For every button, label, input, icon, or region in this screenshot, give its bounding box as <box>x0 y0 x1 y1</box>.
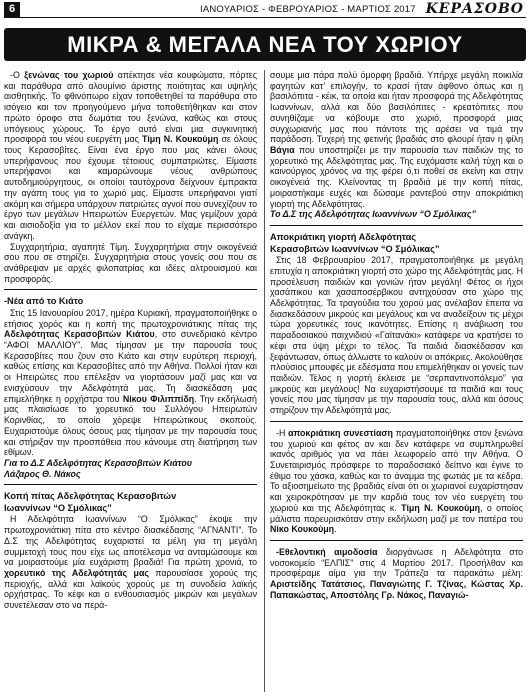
article-body: Στις 15 Ιανουαρίου 2017, ημέρα Κυριακή, πραγματοποιήθηκε ο ετήσιος χορός και η κοπή της πρωτοχρονιάτικης πίτας της Αδελφότητας Κερασοβιτών Κιάτου, στο συνεδριακό κέντρο “ΑΦΟΙ ΜΑΛΛΙΟΥ”. Μας τίμησαν με την παρουσία τους Κερασοβίτες που ζουν στο Κιάτο και στην ευρύτερη περιοχή, καθώς επίσης και Κερασοβίτες από την Αθήνα. Πολλοί ήταν και οι Ηπειρώτες που επέλεξαν να γιορτάσουν μαζί μας και να ενισχύσουν την Αδελφότητά μας. Τη διασκέδαση μας επιμελήθηκε η ορχήστρα του Νίκου Φιλιππίδη. Την εκδήλωσή μας πλαισίωσε το χορευτικό του Συλλόγου Ηπειρωτών Κορινθίας, το οποίο χόρεψε Ηπειρώτικους σκοπούς. Ευχαριστούμε όλους όσους μας τίμησαν με την παρουσία τους και στήριξαν την προσπάθεια που κάνουμε στη διατήρηση των εθίμων. <box>4 307 257 458</box>
section-title: ΜΙΚΡΑ & ΜΕΓΑΛΑ ΝΕΑ ΤΟΥ ΧΩΡΙΟΥ <box>67 31 463 57</box>
article-kiato <box>4 296 257 479</box>
issue-date: ΙΑΝΟΥΑΡΙΟΣ - ΦΕΒΡΟΥΑΡΙΟΣ - ΜΑΡΤΙΟΣ 2017 <box>200 4 416 15</box>
article-carnival <box>270 232 523 416</box>
article-guesthouse <box>4 70 257 284</box>
article-body: Η Αδελφότητα Ιωαννίνων “Ο Σμόλικας” έκοψε την πρωτοχρονιάτικη πίτα στο κέντρο διασκέδασης “ΑΓΝΑΝΤΙ”. Το Δ.Σ της Αδελφότητας ευχαριστεί τα μέλη για τη μεγάλη συμμετοχή τους που είχε ως αποτέλεσμα να ανταμώσουμε και να μοιραστούμε μία ευχάριστη βραδιά! Για πρώτη χρονιά, το χορευτικό της Αδελφότητάς μας παρουσίασε χορούς της περιοχής, αλλά και λαϊκούς χορούς με τη συνοδεία λαϊκής ορχήστρας. Το κέφι και ο ενθουσιασμός μικρών και μεγάλων συνετέλεσαν στο να περά- <box>4 514 257 611</box>
article-separator <box>4 484 257 485</box>
page-number: 6 <box>4 2 20 17</box>
article-body: -Ο ξενώνας του χωριού απέκτησε νέα κουφώματα, πόρτες και παράθυρα από αλουμίνιο άριστης ποιότητας και υψηλής αισθητικής. Το φθινόπωρο είχαν τοποθετηθεί τα παράθυρα στο ισόγειο και τον προηγούμενο μήνα τοποθετήθηκαν και στον πρώτο όροφο στα δωμάτια του ξενώνα, καθώς και στους υπόγειους χώρους. Το έργο αυτό είναι μια συγκινητική προσφορά του νέου ευεργέτη μας Τίμη Ν. Κουκούμη σε όλους τους Κερασοβίτες. Είναι ένα έργο που μας κάνει όλους υπερήφανους που έχουμε τέτοιους συμπατριώτες. Είμαστε υπερήφανοι και καμαρώνουμε νέους ανθρώπους αυτοδημιούργητους, οι οποίοι ταυτόχρονα δείχνουν έμπρακτα την αγάπη τους για το χωριό μας. Είμαστε υπερήφανοι γιατί ακόμη και σήμερα υπάρχουν πατριώτες αγνοί που συνεχίζουν το έργο των μεγάλων Ηπειρωτών Ευεργετών. Μας γεμίζουν χαρά και αισιοδοξία για το μέλλον εκεί που το είχαμε περισσότερο ανάγκη. <box>4 70 258 241</box>
article-body: Στις 18 Φεβρουαρίου 2017, πραγματοποιήθηκε με μεγάλη επιτυχία η αποκριάτικη γιορτή στο χώρο της Αδελφότητάς μας. Η προσέλευση παιδιών και γονιών ήταν μεγάλη! Φέτος οι ήχοι χασάπικου και χασαποσέρβικου αντηχούσαν στο χώρο της Αδελφότητας. Τα τραγούδια του χορού μας ανέλαβαν έπειτα να διασκεδάσουν μικρούς και μεγάλους και να αναδείξουν τις μέχρι τώρα χορευτικές τους ικανότητες. Επίσης η ανάβιωση του παραδοσιακού παιχνιδιού «Γαϊτανάκι» κατάφερε να κρατήσει το κέφι στα ύψη μέχρι το τέλος. Τα παιδιά διασκέδασαν και ξεφάντωσαν, όπως άλλωστε το καλούν οι απόκριες. Ακολούθησε πλούσιος μπουφές με εδέσματα που επιμελήθηκαν οι γονείς των παιδιών. Τέλος η γιορτή έκλεισε με “σερπαντινοπόλεμο” για μικρούς και μεγάλους! Να ευχαριστήσουμε τα παιδιά και τους γονείς που μας τίμησαν με την παρουσία τους, αλλά και όσους στηρίζουν την Αδελφότητά μας. <box>270 255 523 416</box>
newspaper-name: ΚΕΡΑΣΟΒΟ <box>425 1 524 17</box>
article-heading: Ιωαννίνων “Ο Σμόλικας” <box>4 502 112 513</box>
article-separator <box>270 421 523 422</box>
article-carnival-dinner <box>270 428 523 535</box>
left-column <box>4 70 257 611</box>
right-column <box>270 70 523 601</box>
article-heading: Αποκριάτικη γιορτή Αδελφότητας <box>270 232 417 243</box>
article-signature: Το Δ.Σ της Αδελφότητας Ιωαννίνων “Ο Σμόλικας” <box>270 209 476 220</box>
article-pie-cutting-continued <box>270 70 523 220</box>
article-separator <box>4 289 257 290</box>
article-heading: -Νέα από το Κιάτο <box>4 296 84 307</box>
article-separator <box>270 225 523 226</box>
article-blood-donation <box>270 547 523 601</box>
article-signature: Για το Δ.Σ Αδελφότητας Κερασοβιτών Κιάτου <box>4 457 192 468</box>
article-signature-name: Λάζαρος Θ. Νάκος <box>4 468 81 479</box>
article-body: Συγχαρητήρια, αγαπητέ Τίμη. Συγχαρητήρια στην οικογένειά σου που σε στηρίζει. Συγχαρητήρια στους γονείς σου που σε ανάθρεψαν με αρχές φιλοπατρίας και ιδέες αλτρουισμού και προσφοράς. <box>4 241 257 284</box>
column-divider <box>264 70 265 692</box>
page-header <box>4 2 526 18</box>
article-pie-cutting <box>4 491 257 610</box>
article-separator <box>270 540 523 541</box>
article-heading: Κερασοβιτών Ιωαννίνων “Ο Σμόλικας” <box>270 243 440 254</box>
article-heading: Κοπή πίτας Αδελφότητας Κερασοβιτών <box>4 491 177 502</box>
article-body: -Εθελοντική αιμοδοσία διοργάνωσε η Αδελφότητα στο νοσοκομείο “ΕΛΠΙΣ” στις 4 Μαρτίου 2017. Προσήλθαν και προσφέραμε αίμα για την Τράπεζα τα παρακάτω μέλη: Αριστείδης Τατάτσιος, Παναγιώτης Γ. Τζίνας, Κώστας Χρ. Παπακώστας, Αποστόλης Γρ. Νάκος, Παναγιώ- <box>270 547 523 600</box>
article-body: σουμε μια πάρα πολύ όμορφη βραδιά. Υπήρχε μεγάλη ποικιλία φαγητών κατ’ επιλογήν, το κρασί ήταν άφθονο όπως και η βασιλόπιτα - κέικ, τα οποία και ήταν προσφορά της Αδελφότητας Ιωαννίνων, αλλά και δύο βασιλόπιτες - κρεατόπιτες που συνηθίζαμε να κόβουμε στο χωριό, προσφορά μιας συγχωριανής μας που πάντοτε της αρέσει να τιμά την παράδοση. Τυχερή της φετινής βραδιάς στο φλουρί ήταν η φίλη Βάγια που υποστηρίζει με την παρουσία των παιδιών της το χορευτικό της Αδελφότητας μας. Της ευχόμαστε καλή τύχη και ο καινούργιος χρόνος να της φέρει ό,τι ποθεί σε εκείνη και στην οικογένειά της. Κλείνοντας τη βραδιά με την κοπή πίτας, μοιραστήκαμε ευχές και δώσαμε ραντεβού στην αποκριάτικη γιορτή της Αδελφότητας. <box>270 70 523 209</box>
section-banner <box>4 28 526 61</box>
article-body: -Η αποκριάτικη συνεστίαση πραγματοποιήθηκε στον ξενώνα του χωριού και φέτος αν και δεν κατάφερε να συμπληρωθεί ικανός αριθμός για να πάει λεωφορείο από την Αθήνα. Ο Συνεταιρισμός πρόσφερε το παραδοσιακό δείπνο και έγινε το έθιμο του χάσκα, καθώς και το άναμμα της φωτιάς με τα κέδρα. Το αξιοσημείωτο της βραδιάς είναι ότι οι χωριανοί ευχαρίστησαν και χειροκρότησαν με την καρδιά τους τον νέο ευεργέτη του χωριού και της Αδελφότητας κ. Τίμη Ν. Κουκούμη, ο οποίος μάλιστα παρευρισκόταν στην εκδήλωση μαζί με τον πατέρα του Νίκο Κουκούμη. <box>270 427 523 535</box>
